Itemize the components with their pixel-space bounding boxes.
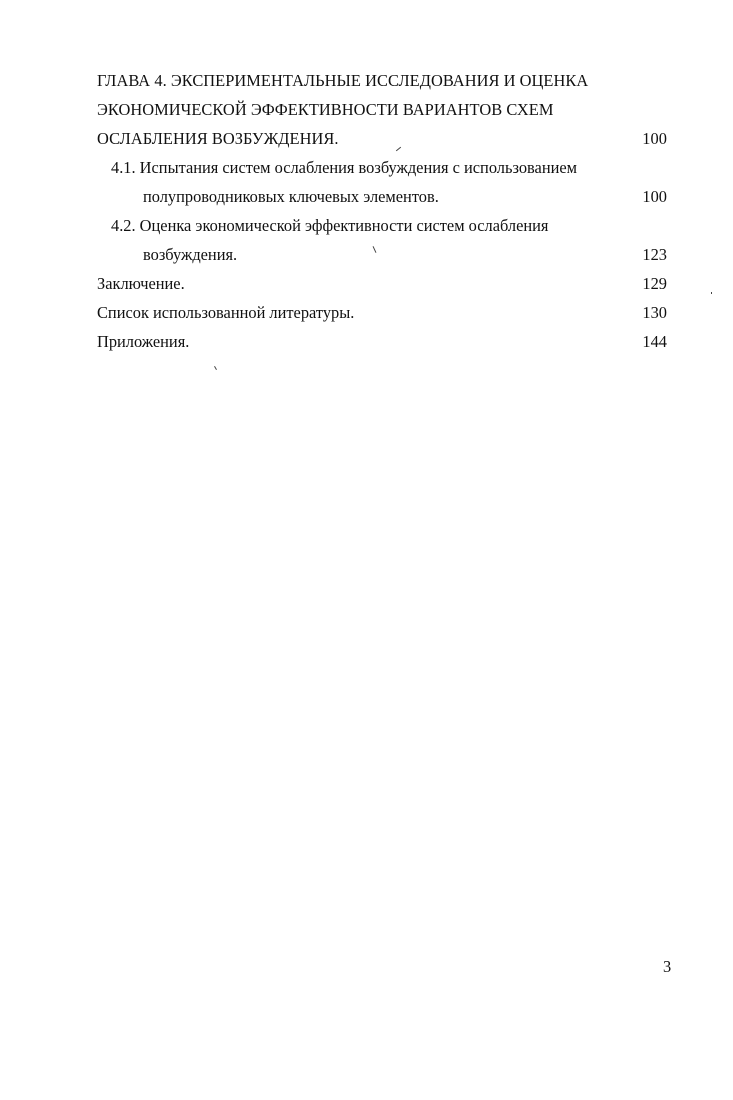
scan-mark — [711, 292, 712, 294]
toc-page-number: 123 — [642, 245, 667, 264]
toc-entry-title-text: ОСЛАБЛЕНИЯ ВОЗБУЖДЕНИЯ. — [97, 129, 339, 148]
toc-entry-section-4-1 — [97, 153, 667, 211]
toc-entry-title-text: Список использованной литературы. — [97, 303, 355, 322]
toc-entry-conclusion — [97, 269, 667, 298]
toc-entry-title-text: Приложения. — [97, 332, 190, 351]
toc-entry-title-line — [97, 240, 667, 269]
toc-page-number: 100 — [642, 129, 667, 148]
toc-entry-title-text: полупроводниковых ключевых элементов. — [143, 187, 439, 206]
toc-entry-title-line: ЭКОНОМИЧЕСКОЙ ЭФФЕКТИВНОСТИ ВАРИАНТОВ СХЕМ — [97, 100, 554, 119]
toc-entry-title-line: ГЛАВА 4. ЭКСПЕРИМЕНТАЛЬНЫЕ ИССЛЕДОВАНИЯ И ОЦЕНКА — [97, 71, 589, 90]
toc-entry-appendices — [97, 327, 667, 356]
toc-page-number: 130 — [642, 303, 667, 322]
scan-mark — [214, 366, 217, 370]
toc-entry-section-4-2 — [97, 211, 667, 269]
toc-entry-title-text: возбуждения. — [143, 245, 238, 264]
toc-page-number: 100 — [642, 187, 667, 206]
page-number: 3 — [663, 957, 672, 976]
toc-entry-title-line: 4.1. Испытания систем ослабления возбуждения с использованием — [111, 158, 578, 177]
toc-entry-title-line: 4.2. Оценка экономической эффективности систем ослабления — [111, 216, 549, 235]
toc-page-number: 129 — [642, 274, 667, 293]
toc-entry-references — [97, 298, 667, 327]
toc-entry-chapter-4 — [97, 66, 667, 153]
toc-entry-title-line — [97, 124, 667, 153]
table-of-contents — [97, 66, 667, 356]
toc-entry-title-line — [97, 182, 667, 211]
toc-entry-title-text: Заключение. — [97, 274, 185, 293]
toc-page-number: 144 — [642, 332, 667, 351]
